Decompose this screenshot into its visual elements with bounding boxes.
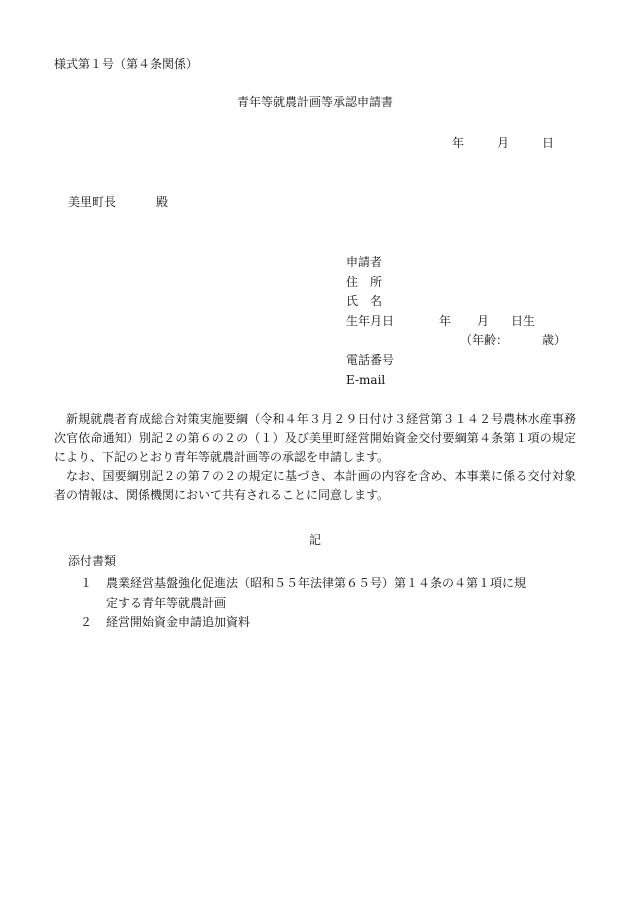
ki-heading: 記: [308, 533, 321, 547]
age-row: [346, 334, 566, 354]
addressee-name: 美里町長: [68, 195, 117, 209]
attachment-text-line1: 経営開始資金申請追加資料: [106, 615, 251, 629]
application-statement: [54, 410, 576, 505]
attachment-number: ２: [80, 615, 93, 629]
age-close-label: 歳）: [541, 333, 566, 348]
age-open-label: （年齢：: [460, 333, 509, 348]
birth-month-label: 月: [476, 313, 489, 328]
attachment-text-line1: 農業経営基盤強化促進法（昭和５５年法律第６５号）第１４条の４第１項に規: [106, 576, 527, 590]
address-label: 住 所: [346, 274, 383, 289]
name-label: 氏 名: [346, 294, 383, 309]
birthdate-row: [346, 315, 566, 335]
birth-day-label: 日生: [510, 313, 535, 328]
form-number: 様式第１号（第４条関係）: [54, 57, 199, 71]
statement-paragraph-1: 新規就農者育成総合対策実施要綱（令和４年３月２９日付け３経営第３１４２号農林水産事務次官依命通知）別記２の第６の２の（１）及び美里町経営開始資金交付要綱第４条第１項の規定により、下記のとおり青年等就農計画等の承認を申請します。: [54, 412, 576, 464]
list-item: [80, 613, 580, 633]
attachments-heading: 添付書類: [68, 554, 117, 568]
list-item: [80, 574, 580, 613]
addressee-honorific: 殿: [156, 195, 169, 209]
date-month-label: 月: [497, 136, 510, 150]
addressee: [68, 196, 168, 208]
submission-date: [452, 137, 554, 149]
date-year-label: 年: [452, 136, 465, 150]
document-title: 青年等就農計画等承認申請書: [236, 95, 393, 109]
attachment-text-line2: 定する青年等就農計画: [106, 595, 227, 610]
attachments-list: [80, 574, 580, 633]
attachment-number: １: [80, 576, 93, 590]
birthdate-label: 生年月日: [346, 313, 395, 328]
phone-label: 電話番号: [346, 352, 395, 367]
statement-paragraph-2: なお、国要綱別記２の第７の２の規定に基づき、本計画の内容を含め、本事業に係る交付対象者の情報は、関係機関において共有されることに同意します。: [54, 469, 576, 502]
applicant-heading: 申請者: [346, 255, 383, 269]
date-day-label: 日: [542, 136, 555, 150]
applicant-block: [346, 256, 566, 393]
email-label: E-mail: [346, 372, 386, 387]
birth-year-label: 年: [438, 313, 451, 328]
